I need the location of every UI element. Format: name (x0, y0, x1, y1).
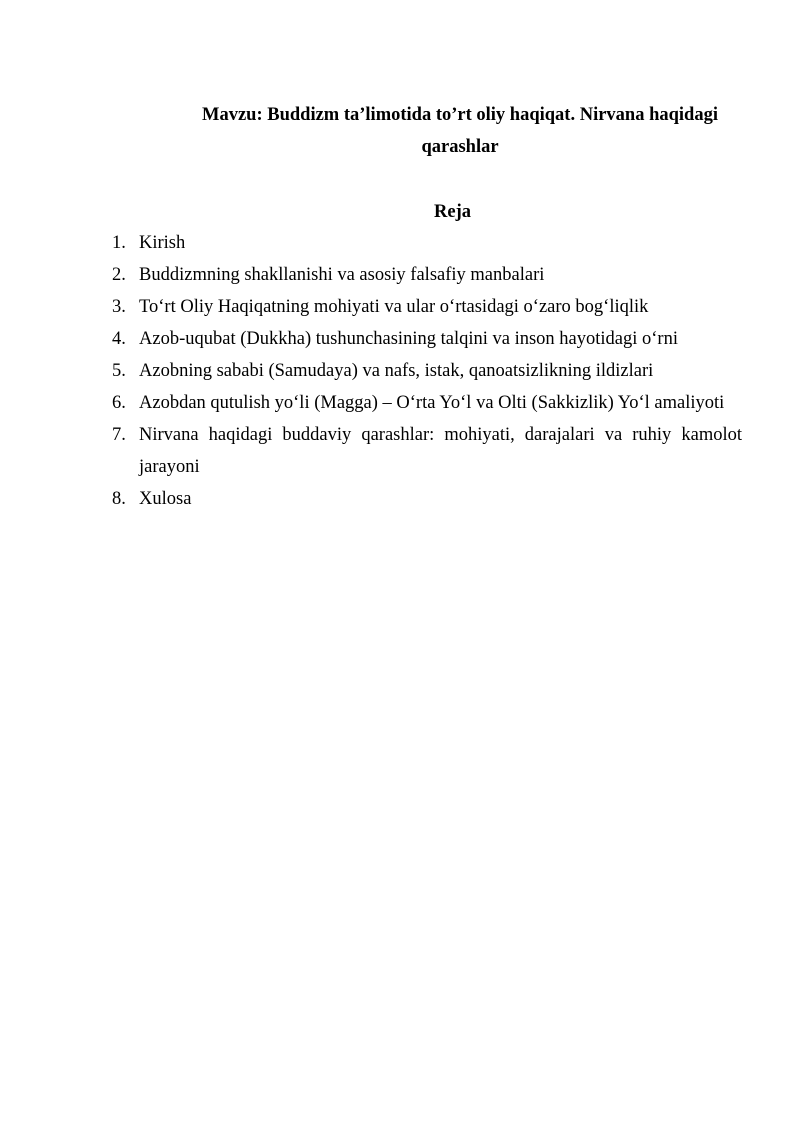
plan-item-7 (112, 419, 742, 483)
plan-item-number: 7. (112, 425, 126, 445)
plan-item-number: 1. (112, 233, 126, 253)
plan-item-text: Nirvana haqidagi buddaviy qarashlar: mohiyati, darajalari va ruhiy kamolot jarayoni (139, 425, 742, 477)
plan-item-number: 5. (112, 361, 126, 381)
plan-item-number: 8. (112, 489, 126, 509)
plan-item-6 (112, 387, 742, 419)
plan-item-5 (112, 355, 742, 387)
plan-item-3 (112, 291, 742, 323)
title-line-1: Mavzu: Buddizm ta’limotida to’rt oliy haqiqat. Nirvana haqidagi (202, 105, 718, 125)
plan-item-text: Azob-uqubat (Dukkha) tushunchasining talqini va inson hayotidagi o‘rni (139, 329, 678, 349)
plan-item-number: 4. (112, 329, 126, 349)
plan-item-text: Xulosa (139, 489, 192, 509)
plan-heading: Reja (434, 202, 471, 222)
title-line-2: qarashlar (421, 137, 499, 157)
plan-item-number: 2. (112, 265, 126, 285)
plan-item-text: To‘rt Oliy Haqiqatning mohiyati va ular o‘rtasidagi o‘zaro bog‘liqlik (139, 297, 649, 317)
plan-item-text: Azobning sababi (Samudaya) va nafs, istak, qanoatsizlikning ildizlari (139, 361, 654, 381)
plan-item-number: 3. (112, 297, 126, 317)
plan-item-number: 6. (112, 393, 126, 413)
plan-item-8 (112, 483, 742, 515)
plan-item-text: Azobdan qutulish yo‘li (Magga) – O‘rta Yo‘l va Olti (Sakkizlik) Yo‘l amaliyoti (139, 393, 725, 413)
plan-item-2 (112, 259, 742, 291)
plan-item-1 (112, 227, 742, 259)
plan-item-text: Kirish (139, 233, 186, 253)
document-title (110, 99, 800, 163)
plan-list (112, 227, 742, 515)
plan-item-4 (112, 323, 742, 355)
plan-item-text: Buddizmning shakllanishi va asosiy falsafiy manbalari (139, 265, 545, 285)
